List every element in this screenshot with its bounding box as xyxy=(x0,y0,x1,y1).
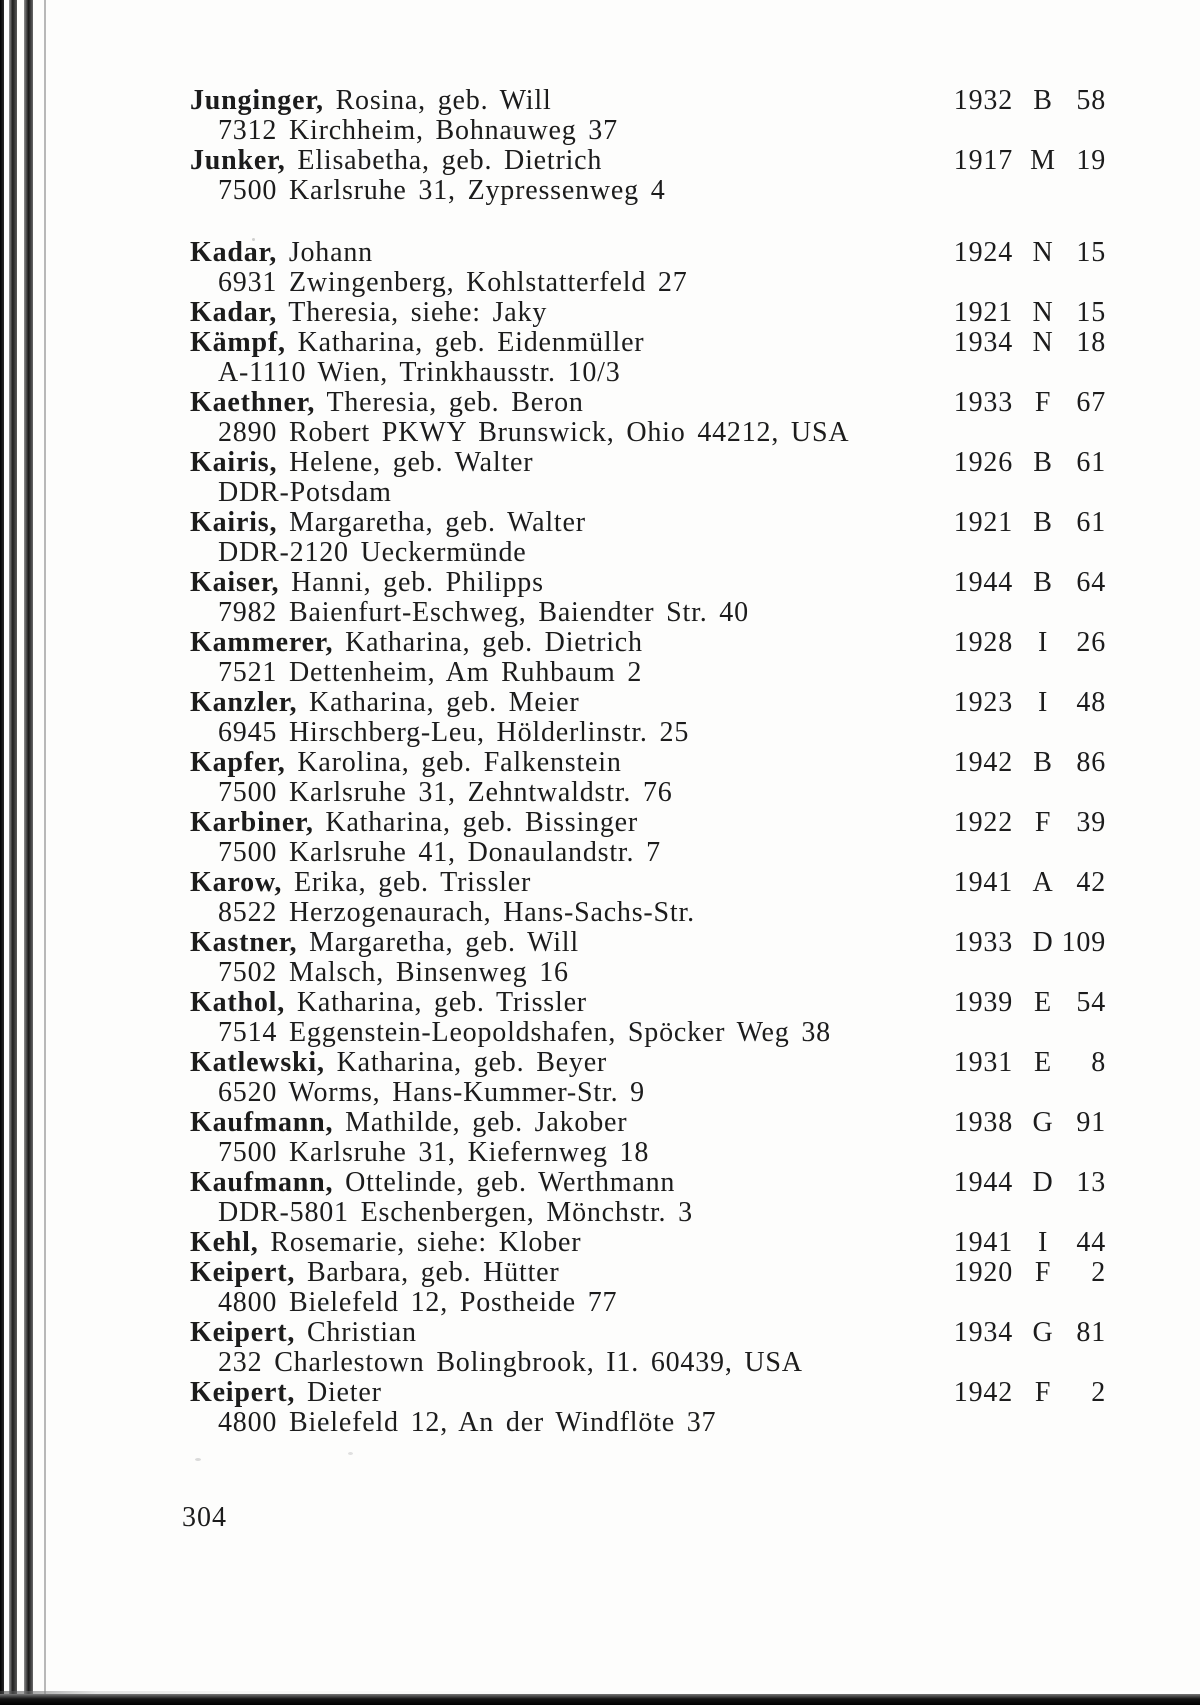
entry-page-ref: 48 xyxy=(1076,687,1106,718)
entry-birth-year: 1939 xyxy=(953,987,1013,1018)
entry-address: A-1110 Wien, Trinkhausstr. 10/3 xyxy=(218,357,621,388)
directory-entry xyxy=(0,568,1200,628)
entry-surname: Kadar, xyxy=(190,237,278,268)
entry-given-names: Rosemarie, siehe: Klober xyxy=(258,1227,582,1258)
entry-main-line xyxy=(0,748,1200,778)
entry-page-ref: 8 xyxy=(1091,1047,1106,1078)
page-number: 304 xyxy=(182,1502,227,1533)
directory-entry xyxy=(0,628,1200,688)
entry-group-letter: F xyxy=(1034,1257,1052,1288)
entry-page-ref: 58 xyxy=(1076,85,1106,116)
entry-birth-year: 1942 xyxy=(953,747,1013,778)
directory-entry xyxy=(0,328,1200,388)
directory-entry xyxy=(0,86,1200,146)
entry-surname: Kairis, xyxy=(190,507,278,538)
entry-birth-year: 1920 xyxy=(953,1257,1013,1288)
entry-name xyxy=(190,988,587,1018)
entry-name xyxy=(190,868,531,898)
entry-address: 7312 Kirchheim, Bohnauweg 37 xyxy=(218,115,618,146)
entry-surname: Kämpf, xyxy=(190,327,286,358)
entry-name xyxy=(190,1378,382,1408)
entry-birth-year: 1931 xyxy=(953,1047,1013,1078)
directory-entry xyxy=(0,238,1200,298)
entry-surname: Kaufmann, xyxy=(190,1167,334,1198)
entry-main-line xyxy=(0,448,1200,478)
directory-entry xyxy=(0,1378,1200,1438)
entry-given-names: Katharina, geb. Beyer xyxy=(324,1047,608,1078)
directory-entry xyxy=(0,868,1200,928)
entry-page-ref: 86 xyxy=(1076,747,1106,778)
entry-name xyxy=(190,1228,581,1258)
entry-given-names: Christian xyxy=(295,1317,417,1348)
entry-main-line xyxy=(0,388,1200,418)
entry-address-line xyxy=(0,268,1200,298)
entry-address: 232 Charlestown Bolingbrook, I1. 60439, USA xyxy=(218,1347,803,1378)
entry-group-letter: B xyxy=(1033,507,1053,538)
directory-entry xyxy=(0,1168,1200,1228)
entry-address: 6931 Zwingenberg, Kohlstatterfeld 27 xyxy=(218,267,688,298)
entry-main-line xyxy=(0,238,1200,268)
entry-birth-year: 1938 xyxy=(953,1107,1013,1138)
entry-address-line xyxy=(0,1138,1200,1168)
entry-address-line xyxy=(0,478,1200,508)
entry-given-names: Margaretha, geb. Will xyxy=(297,927,579,958)
entry-surname: Karbiner, xyxy=(190,807,314,838)
entry-group-letter: N xyxy=(1032,237,1054,268)
entry-given-names: Rosina, geb. Will xyxy=(323,85,552,116)
entry-address-line xyxy=(0,1078,1200,1108)
entry-main-line xyxy=(0,568,1200,598)
entry-name xyxy=(190,1258,560,1288)
entry-address: 8522 Herzogenaurach, Hans-Sachs-Str. xyxy=(218,897,695,928)
entry-name xyxy=(190,628,643,658)
entry-page-ref: 61 xyxy=(1076,507,1106,538)
entry-address-line xyxy=(0,538,1200,568)
entry-address: 6945 Hirschberg-Leu, Hölderlinstr. 25 xyxy=(218,717,690,748)
entry-surname: Kaethner, xyxy=(190,387,316,418)
directory-entry xyxy=(0,1318,1200,1378)
entry-group-letter: B xyxy=(1033,447,1053,478)
entry-page-ref: 2 xyxy=(1091,1257,1106,1288)
entry-main-line xyxy=(0,868,1200,898)
entry-birth-year: 1921 xyxy=(953,507,1013,538)
entry-given-names: Katharina, geb. Trissler xyxy=(285,987,587,1018)
entry-address: DDR-Potsdam xyxy=(218,477,392,508)
entry-given-names: Ottelinde, geb. Werthmann xyxy=(333,1167,676,1198)
entry-page-ref: 15 xyxy=(1076,237,1106,268)
entry-address-line xyxy=(0,1348,1200,1378)
entry-birth-year: 1924 xyxy=(953,237,1013,268)
entry-surname: Kairis, xyxy=(190,447,278,478)
entry-group-letter: A xyxy=(1032,867,1054,898)
entry-address: 7502 Malsch, Binsenweg 16 xyxy=(218,957,569,988)
directory-entry xyxy=(0,808,1200,868)
scan-speck xyxy=(348,1452,353,1455)
directory-list xyxy=(0,86,1200,1438)
entry-main-line xyxy=(0,86,1200,116)
entry-name xyxy=(190,146,602,176)
entry-page-ref: 81 xyxy=(1076,1317,1106,1348)
directory-entry xyxy=(0,146,1200,206)
entry-address: 7500 Karlsruhe 31, Zehntwaldstr. 76 xyxy=(218,777,673,808)
entry-given-names: Hanni, geb. Philipps xyxy=(279,567,544,598)
entry-address: 4800 Bielefeld 12, Postheide 77 xyxy=(218,1287,618,1318)
entry-group-letter: G xyxy=(1032,1317,1054,1348)
entry-surname: Kanzler, xyxy=(190,687,298,718)
entry-page-ref: 61 xyxy=(1076,447,1106,478)
directory-entry xyxy=(0,1258,1200,1318)
entry-group-letter: D xyxy=(1032,927,1054,958)
entry-address: 4800 Bielefeld 12, An der Windflöte 37 xyxy=(218,1407,717,1438)
entry-group-letter: E xyxy=(1034,987,1052,1018)
entry-surname: Kehl, xyxy=(190,1227,259,1258)
entry-birth-year: 1944 xyxy=(953,567,1013,598)
entry-page-ref: 54 xyxy=(1076,987,1106,1018)
entry-page-ref: 26 xyxy=(1076,627,1106,658)
entry-given-names: Margaretha, geb. Walter xyxy=(277,507,586,538)
entry-birth-year: 1942 xyxy=(953,1377,1013,1408)
entry-address-line xyxy=(0,1288,1200,1318)
entry-page-ref: 91 xyxy=(1076,1107,1106,1138)
entry-main-line xyxy=(0,928,1200,958)
entry-name xyxy=(190,1168,675,1198)
scan-bottom-edge xyxy=(0,1694,1200,1705)
entry-page-ref: 64 xyxy=(1076,567,1106,598)
directory-entry xyxy=(0,688,1200,748)
entry-birth-year: 1944 xyxy=(953,1167,1013,1198)
entry-group-letter: B xyxy=(1033,85,1053,116)
entry-page-ref: 39 xyxy=(1076,807,1106,838)
entry-address-line xyxy=(0,176,1200,206)
entry-name xyxy=(190,748,622,778)
entry-address-line xyxy=(0,958,1200,988)
entry-group-letter: F xyxy=(1034,1377,1052,1408)
entry-group-letter: F xyxy=(1034,807,1052,838)
entry-birth-year: 1926 xyxy=(953,447,1013,478)
entry-page-ref: 42 xyxy=(1076,867,1106,898)
entry-birth-year: 1923 xyxy=(953,687,1013,718)
entry-address-line xyxy=(0,658,1200,688)
directory-entry xyxy=(0,748,1200,808)
entry-address: DDR-5801 Eschenbergen, Mönchstr. 3 xyxy=(218,1197,693,1228)
entry-main-line xyxy=(0,1258,1200,1288)
entry-given-names: Katharina, geb. Bissinger xyxy=(313,807,639,838)
entry-main-line xyxy=(0,508,1200,538)
entry-birth-year: 1934 xyxy=(953,1317,1013,1348)
entry-name xyxy=(190,1318,417,1348)
entry-address-line xyxy=(0,116,1200,146)
entry-page-ref: 67 xyxy=(1076,387,1106,418)
entry-given-names: Karolina, geb. Falkenstein xyxy=(285,747,622,778)
entry-name xyxy=(190,448,533,478)
entry-surname: Junginger, xyxy=(190,85,324,116)
entry-main-line xyxy=(0,1318,1200,1348)
entry-name xyxy=(190,86,552,116)
entry-birth-year: 1932 xyxy=(953,85,1013,116)
entry-birth-year: 1917 xyxy=(953,145,1013,176)
entry-name xyxy=(190,688,580,718)
directory-entry xyxy=(0,1108,1200,1168)
entry-surname: Kapfer, xyxy=(190,747,286,778)
entry-address: 7521 Dettenheim, Am Ruhbaum 2 xyxy=(218,657,643,688)
directory-entry xyxy=(0,508,1200,568)
entry-page-ref: 13 xyxy=(1076,1167,1106,1198)
entry-name xyxy=(190,508,586,538)
entry-group-letter: N xyxy=(1032,327,1054,358)
scan-speck xyxy=(195,1458,201,1461)
entry-birth-year: 1933 xyxy=(953,387,1013,418)
entry-surname: Kaiser, xyxy=(190,567,280,598)
directory-entry xyxy=(0,298,1200,328)
entry-main-line xyxy=(0,988,1200,1018)
entry-given-names: Katharina, geb. Meier xyxy=(297,687,580,718)
entry-given-names: Theresia, geb. Beron xyxy=(315,387,584,418)
entry-birth-year: 1941 xyxy=(953,867,1013,898)
entry-birth-year: 1922 xyxy=(953,807,1013,838)
entry-group-letter: B xyxy=(1033,567,1053,598)
entry-page-ref: 2 xyxy=(1091,1377,1106,1408)
entry-name xyxy=(190,928,579,958)
entry-birth-year: 1921 xyxy=(953,297,1013,328)
entry-given-names: Erika, geb. Trissler xyxy=(282,867,532,898)
entry-surname: Keipert, xyxy=(190,1317,296,1348)
entry-address: 7982 Baienfurt-Eschweg, Baiendter Str. 40 xyxy=(218,597,749,628)
entry-name xyxy=(190,808,638,838)
entry-surname: Karow, xyxy=(190,867,283,898)
entry-group-letter: I xyxy=(1037,627,1049,658)
entry-main-line xyxy=(0,628,1200,658)
entry-address: 7500 Karlsruhe 41, Donaulandstr. 7 xyxy=(218,837,661,868)
entry-surname: Kammerer, xyxy=(190,627,334,658)
entry-given-names: Theresia, siehe: Jaky xyxy=(277,297,548,328)
entry-birth-year: 1941 xyxy=(953,1227,1013,1258)
entry-name xyxy=(190,388,584,418)
entry-birth-year: 1933 xyxy=(953,927,1013,958)
entry-group-letter: M xyxy=(1030,145,1056,176)
entry-group-letter: I xyxy=(1037,1227,1049,1258)
entry-given-names: Katharina, geb. Eidenmüller xyxy=(285,327,645,358)
entry-birth-year: 1934 xyxy=(953,327,1013,358)
entry-address-line xyxy=(0,1408,1200,1438)
entry-birth-year: 1928 xyxy=(953,627,1013,658)
entry-surname: Kastner, xyxy=(190,927,298,958)
entry-name xyxy=(190,1048,607,1078)
entry-address-line xyxy=(0,358,1200,388)
entry-address: 7514 Eggenstein-Leopoldshafen, Spöcker Weg 38 xyxy=(218,1017,831,1048)
entry-given-names: Katharina, geb. Dietrich xyxy=(333,627,643,658)
entry-given-names: Johann xyxy=(277,237,373,268)
directory-entry xyxy=(0,928,1200,988)
entry-main-line xyxy=(0,146,1200,176)
entry-main-line xyxy=(0,1048,1200,1078)
entry-given-names: Elisabetha, geb. Dietrich xyxy=(285,145,603,176)
entry-page-ref: 109 xyxy=(1061,927,1106,958)
entry-surname: Kadar, xyxy=(190,297,278,328)
scan-speck xyxy=(252,238,255,241)
entry-page-ref: 15 xyxy=(1076,297,1106,328)
entry-main-line xyxy=(0,298,1200,328)
entry-address-line xyxy=(0,1198,1200,1228)
entry-address-line xyxy=(0,898,1200,928)
entry-given-names: Dieter xyxy=(295,1377,382,1408)
entry-surname: Kaufmann, xyxy=(190,1107,334,1138)
entry-page-ref: 44 xyxy=(1076,1227,1106,1258)
directory-entry xyxy=(0,988,1200,1048)
entry-main-line xyxy=(0,1228,1200,1258)
directory-entry xyxy=(0,1048,1200,1108)
entry-main-line xyxy=(0,1378,1200,1408)
entry-address-line xyxy=(0,718,1200,748)
entry-address: 6520 Worms, Hans-Kummer-Str. 9 xyxy=(218,1077,645,1108)
entry-surname: Kathol, xyxy=(190,987,286,1018)
entry-group-letter: B xyxy=(1033,747,1053,778)
entry-surname: Katlewski, xyxy=(190,1047,325,1078)
entry-surname: Keipert, xyxy=(190,1377,296,1408)
entry-surname: Keipert, xyxy=(190,1257,296,1288)
entry-given-names: Mathilde, geb. Jakober xyxy=(333,1107,628,1138)
entry-name xyxy=(190,568,544,598)
entry-main-line xyxy=(0,328,1200,358)
entry-page-ref: 19 xyxy=(1076,145,1106,176)
entry-group-letter: D xyxy=(1032,1167,1054,1198)
entry-name xyxy=(190,1108,627,1138)
entry-surname: Junker, xyxy=(190,145,286,176)
entry-main-line xyxy=(0,1168,1200,1198)
entry-group-letter: N xyxy=(1032,297,1054,328)
entry-group-letter: I xyxy=(1037,687,1049,718)
entry-group-letter: G xyxy=(1032,1107,1054,1138)
entry-given-names: Barbara, geb. Hütter xyxy=(295,1257,560,1288)
entry-given-names: Helene, geb. Walter xyxy=(277,447,534,478)
directory-entry xyxy=(0,1228,1200,1258)
directory-entry xyxy=(0,388,1200,448)
entry-address: 2890 Robert PKWY Brunswick, Ohio 44212, USA xyxy=(218,417,850,448)
entry-name xyxy=(190,238,373,268)
entry-address-line xyxy=(0,1018,1200,1048)
entry-address-line xyxy=(0,778,1200,808)
entry-name xyxy=(190,328,644,358)
entry-group-letter: F xyxy=(1034,387,1052,418)
scan-speck xyxy=(509,127,513,131)
entry-page-ref: 18 xyxy=(1076,327,1106,358)
entry-address: 7500 Karlsruhe 31, Zypressenweg 4 xyxy=(218,175,666,206)
entry-main-line xyxy=(0,1108,1200,1138)
entry-main-line xyxy=(0,808,1200,838)
entry-address: DDR-2120 Ueckermünde xyxy=(218,537,527,568)
entry-address-line xyxy=(0,598,1200,628)
directory-entry xyxy=(0,448,1200,508)
entry-main-line xyxy=(0,688,1200,718)
entry-address-line xyxy=(0,418,1200,448)
entry-name xyxy=(190,298,547,328)
entry-address-line xyxy=(0,838,1200,868)
entry-address: 7500 Karlsruhe 31, Kiefernweg 18 xyxy=(218,1137,650,1168)
entry-group-letter: E xyxy=(1034,1047,1052,1078)
